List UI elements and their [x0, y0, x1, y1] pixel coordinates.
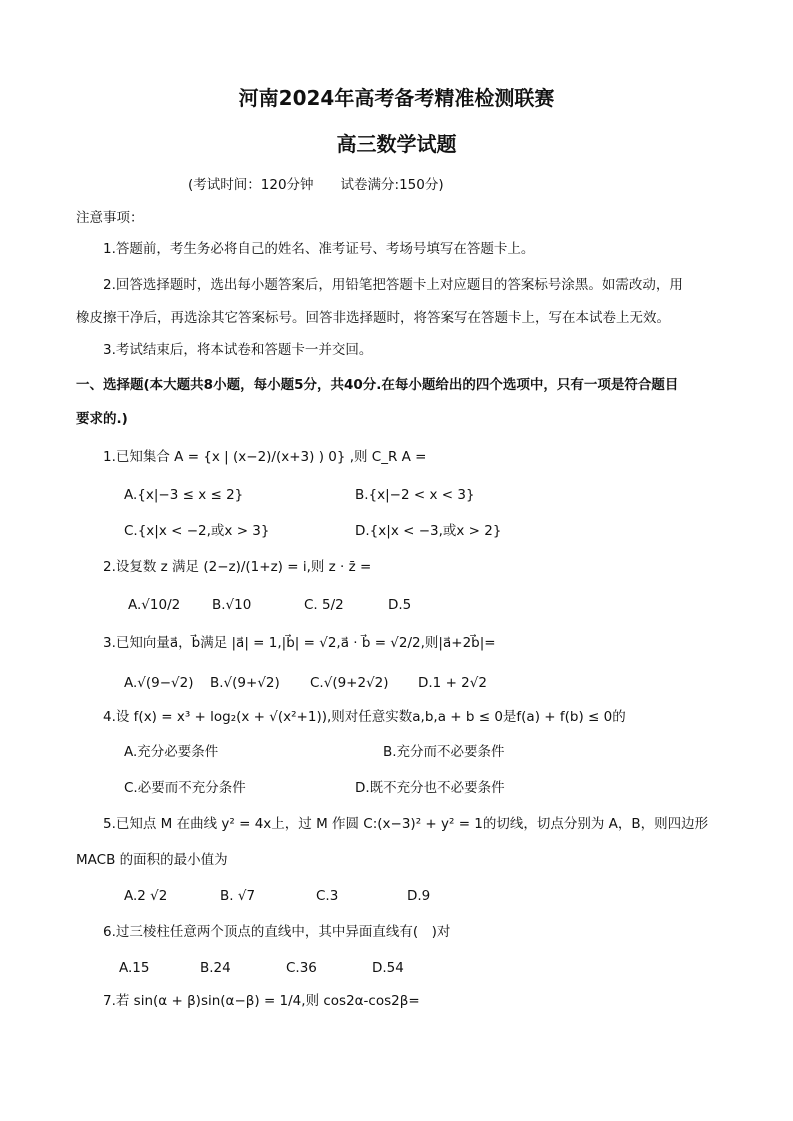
question-1-option-c: C.{x|x < −2,或x > 3} [124, 523, 270, 539]
question-5-option-b: B. √7 [220, 888, 256, 904]
question-6-option-c: C.36 [286, 960, 317, 976]
question-5-stem-line-2: MACB 的面积的最小值为 [76, 852, 228, 868]
question-4-option-d: D.既不充分也不必要条件 [355, 780, 505, 796]
notice-item-3: 3.考试结束后，将本试卷和答题卡一并交回。 [103, 342, 373, 358]
question-5-stem-line-1: 5.已知点 M 在曲线 y² = 4x上，过 M 作圆 C:(x−3)² + y² = 1的切线，切点分别为 A，B，则四边形 [103, 816, 709, 832]
question-2-stem: 2.设复数 z 满足 (2−z)/(1+z) = i,则 z · z̄ = [103, 559, 372, 575]
notice-item-2-line-2: 橡皮擦干净后，再选涂其它答案标号。回答非选择题时，将答案写在答题卡上，写在本试卷上无效。 [76, 310, 670, 326]
exam-info: (考试时间：120分钟 试卷满分:150分) [188, 177, 444, 193]
question-3-option-d: D.1 + 2√2 [418, 675, 487, 691]
question-5-option-a: A.2 √2 [124, 888, 168, 904]
question-4-option-a: A.充分必要条件 [124, 744, 219, 760]
exam-subtitle: 高三数学试题 [336, 132, 457, 156]
question-6-option-b: B.24 [200, 960, 231, 976]
question-4-stem: 4.设 f(x) = x³ + log₂(x + √(x²+1)),则对任意实数a,b,a + b ≤ 0是f(a) + f(b) ≤ 0的 [103, 709, 626, 725]
question-2-option-a: A.√10/2 [128, 597, 181, 613]
question-6-option-d: D.54 [372, 960, 404, 976]
question-1-option-d: D.{x|x < −3,或x > 2} [355, 523, 502, 539]
question-3-option-c: C.√(9+2√2) [310, 675, 389, 691]
question-6-option-a: A.15 [119, 960, 150, 976]
notice-heading: 注意事项： [76, 210, 144, 226]
question-2-option-c: C. 5/2 [304, 597, 344, 613]
question-3-option-b: B.√(9+√2) [210, 675, 280, 691]
question-7-stem: 7.若 sin(α + β)sin(α−β) = 1/4,则 cos2α-cos2β= [103, 993, 420, 1009]
question-2-option-b: B.√10 [212, 597, 252, 613]
section-heading-line-2: 要求的.) [76, 411, 128, 427]
question-3-option-a: A.√(9−√2) [124, 675, 194, 691]
question-1-option-b: B.{x|−2 < x < 3} [355, 487, 475, 503]
question-5-option-c: C.3 [316, 888, 339, 904]
notice-item-2-line-1: 2.回答选择题时，选出每小题答案后，用铅笔把答题卡上对应题目的答案标号涂黑。如需改动，用 [103, 277, 683, 293]
question-4-option-b: B.充分而不必要条件 [383, 744, 505, 760]
question-4-option-c: C.必要而不充分条件 [124, 780, 246, 796]
section-heading-line-1: 一、选择题(本大题共8小题，每小题5分，共40分.在每小题给出的四个选项中，只有一项是符合题目 [76, 377, 679, 393]
question-1-option-a: A.{x|−3 ≤ x ≤ 2} [124, 487, 244, 503]
question-6-stem: 6.过三棱柱任意两个顶点的直线中，其中异面直线有( )对 [103, 924, 451, 940]
question-5-option-d: D.9 [407, 888, 431, 904]
question-1-stem: 1.已知集合 A = {x | (x−2)/(x+3) ) 0} ,则 C_R A = [103, 449, 427, 465]
notice-item-1: 1.答题前，考生务必将自己的姓名、准考证号、考场号填写在答题卡上。 [103, 241, 535, 257]
question-2-option-d: D.5 [388, 597, 412, 613]
question-3-stem: 3.已知向量a⃗，b⃗满足 |a⃗| = 1,|b⃗| = √2,a⃗ · b⃗ = √2/2,则|a⃗+2b⃗|= [103, 635, 496, 651]
exam-title: 河南2024年高考备考精准检测联赛 [238, 86, 555, 110]
